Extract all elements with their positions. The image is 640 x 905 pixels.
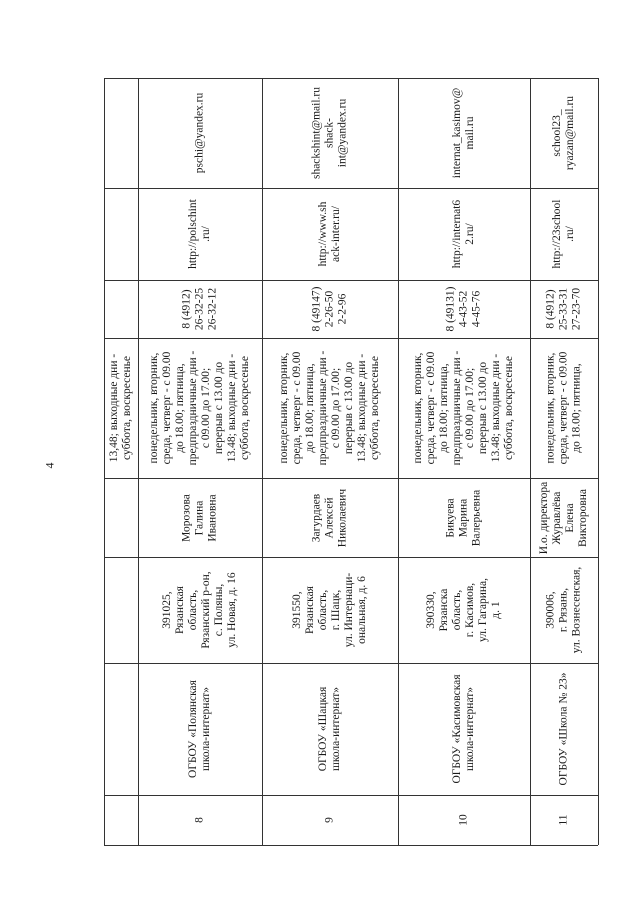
school-name: ОГБОУ «Школа № 23» bbox=[557, 672, 570, 786]
address: 391550, Рязанская область, г. Шацк, ул. Интернаци- ональная, д. 6 bbox=[291, 572, 368, 648]
phone: 8 (49147) 2-26-50 2-2-96 bbox=[310, 286, 349, 332]
website-link[interactable]: http://www.sh ack-inter.ru/ bbox=[317, 201, 342, 267]
working-hours: понедельник, вторник, среда, четверг - с 09.00 до 18.00; пятница, предпраздничные дни - с 09.00 до 17.00; перерыв с 13.00 до 13.48; выходные дни - суббота, воскресенье bbox=[148, 350, 251, 466]
phone: 8 (4912) 26-32-25 26-32-12 bbox=[180, 287, 219, 331]
top-fragment-cell bbox=[104, 338, 138, 478]
email-link[interactable]: shackshint@mail.ru shack- int@yandex.ru bbox=[310, 86, 349, 180]
address: 390330, Рязанска область, г. Касимов, ул. Гагарина, д. 1 bbox=[425, 577, 502, 643]
director: Бикуева Марина Валерьевна bbox=[444, 489, 483, 546]
row-number: 10 bbox=[457, 814, 470, 826]
row-number: 11 bbox=[557, 814, 570, 826]
address: 391025, Рязанская область, Рязанский р-он, с. Поляны, ул. Новая, д. 16 bbox=[161, 571, 238, 649]
director: И.о. директора Журавлёва Елена Викторовна bbox=[538, 481, 589, 554]
email-link[interactable]: internat_kasimov@ mail.ru bbox=[451, 87, 476, 179]
phone: 8 (49131) 4-43-52 4-45-76 bbox=[444, 286, 483, 332]
working-hours: понедельник, вторник, среда, четверг - с 09.00 до 18.00; пятница, предпраздничные дни - с 09.00 до 17.00; перерыв с 13.00 до 13.48; выходные дни - суббота, воскресенье bbox=[412, 350, 515, 466]
page-number: 4 bbox=[42, 462, 57, 469]
director: Морозова Галина Ивановна bbox=[180, 493, 219, 542]
row-number: 9 bbox=[323, 817, 336, 823]
website-link[interactable]: http://23school .ru/ bbox=[551, 199, 576, 269]
website-link[interactable]: http://polschint .ru/ bbox=[187, 199, 212, 269]
working-hours: понедельник, вторник, среда, четверг - с 09.00 до 18.00; пятница, предпраздничные дни - с 09.00 до 17.00; перерыв с 13.00 до 13.48; выходные дни - суббота, воскресенье bbox=[278, 350, 381, 466]
top-fragment: 13,48; выходные дни - суббота, воскресенье bbox=[108, 353, 133, 463]
email-link[interactable]: school23_ ryazan@mail.ru bbox=[551, 95, 576, 171]
school-name: ОГБОУ «Полянская школа-интернат» bbox=[187, 680, 212, 778]
row-number: 8 bbox=[193, 817, 206, 823]
school-name: ОГБОУ «Шацкая школа-интернат» bbox=[317, 686, 342, 772]
school-name: ОГБОУ «Касимовская школа-интернат» bbox=[451, 674, 476, 784]
website-link[interactable]: http://internat6 2.ru/ bbox=[451, 199, 476, 269]
address: 390006, г. Рязань, ул. Вознесенская, bbox=[544, 566, 583, 654]
email-link[interactable]: pschi@yandex.ru bbox=[193, 92, 206, 174]
working-hours: понедельник, вторник, среда, четверг - с 09.00 до 18.00; пятница, bbox=[544, 351, 583, 465]
phone: 8 (4912) 25-33-31 27-23-70 bbox=[544, 287, 583, 331]
director: Загурдаев Алексей Николаевич bbox=[310, 488, 349, 547]
